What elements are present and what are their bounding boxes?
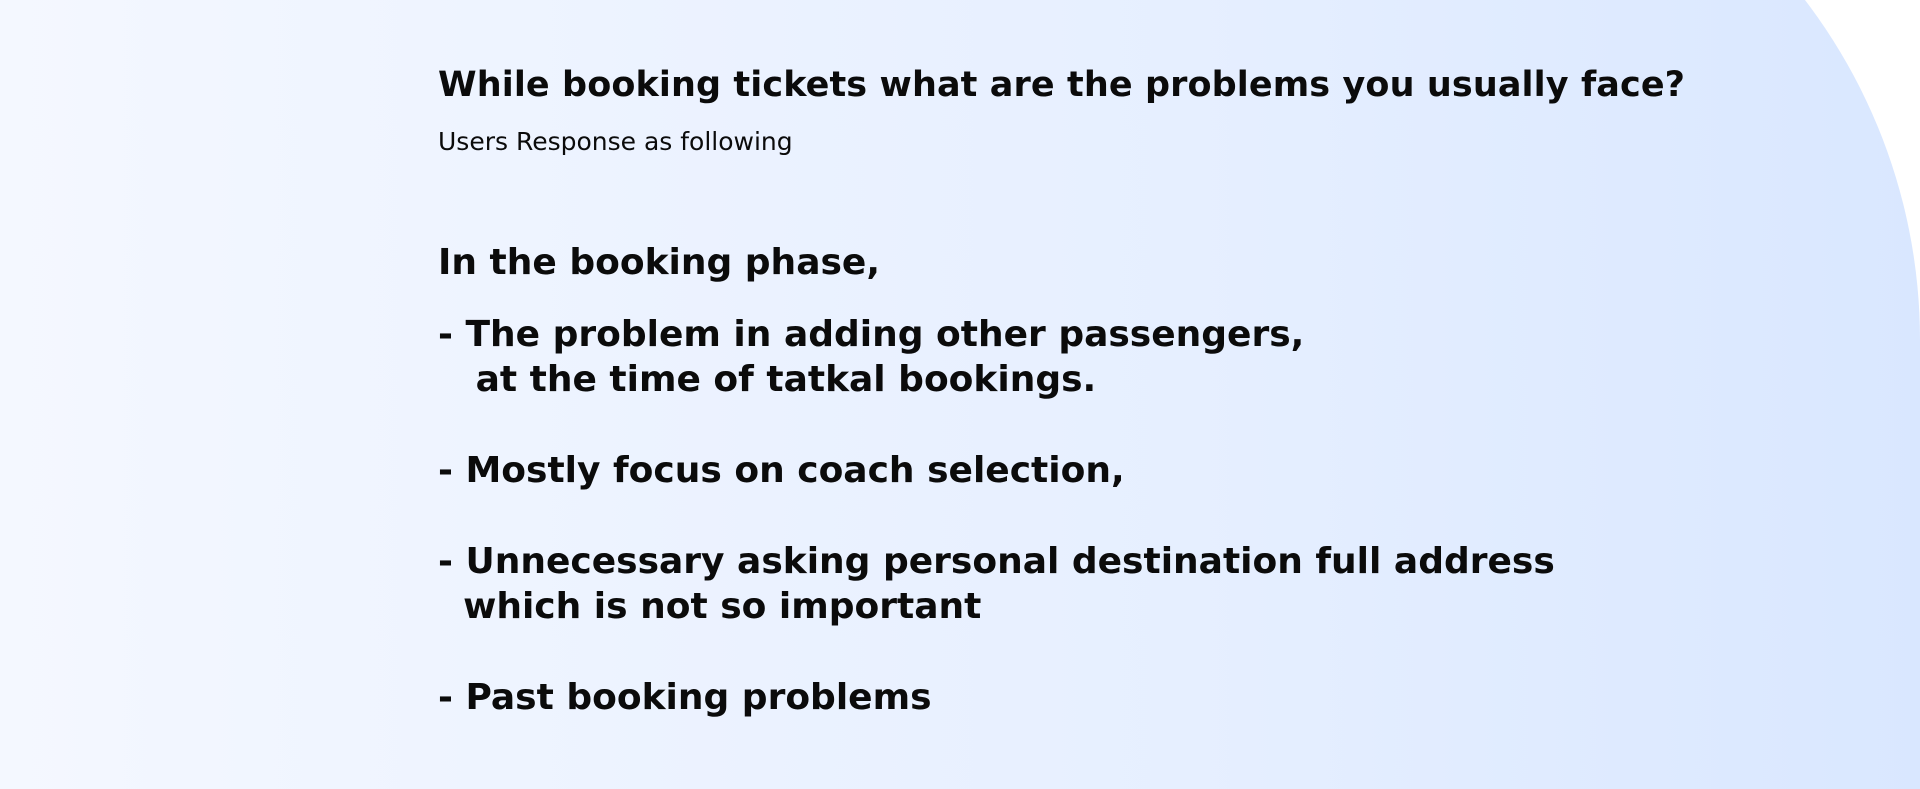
problem-list xyxy=(438,312,1738,720)
problem-line: - Unnecessary asking personal destination full address xyxy=(438,541,1555,582)
subtitle: Users Response as following xyxy=(438,127,793,156)
survey-response-content xyxy=(438,60,1738,720)
question-heading: While booking tickets what are the problems you usually face? xyxy=(438,65,1686,105)
problem-item xyxy=(438,675,1738,720)
problem-item xyxy=(438,448,1738,493)
problem-item xyxy=(438,539,1738,629)
phase-heading: In the booking phase, xyxy=(438,242,881,283)
problem-line: which is not so important xyxy=(438,586,982,627)
problem-line: - Past booking problems xyxy=(438,677,932,718)
problem-line: at the time of tatkal bookings. xyxy=(438,359,1097,400)
problem-item xyxy=(438,312,1738,402)
problem-line: - The problem in adding other passengers, xyxy=(438,314,1305,355)
problem-line: - Mostly focus on coach selection, xyxy=(438,450,1125,491)
